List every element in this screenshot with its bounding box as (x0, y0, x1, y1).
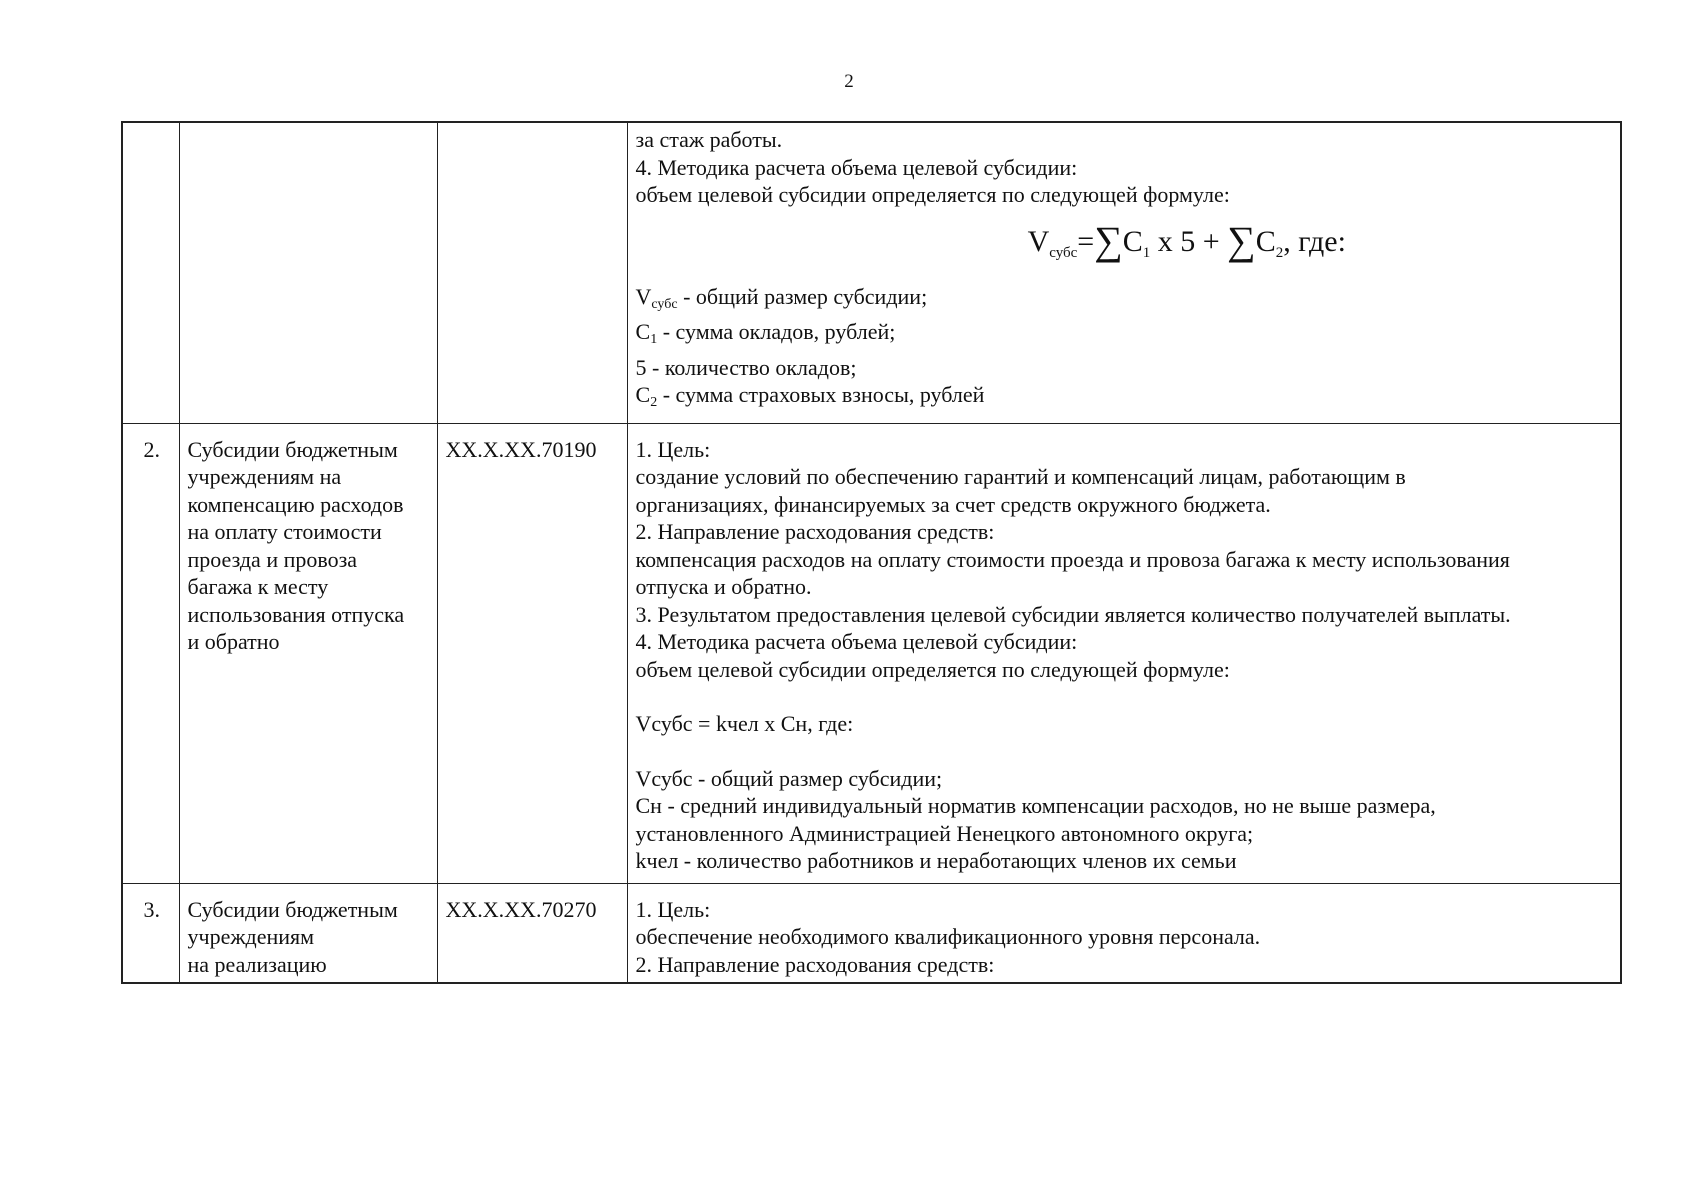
row-code-cell (437, 122, 627, 423)
description-line: 1. Цель: (635, 896, 711, 922)
row-name-line: использования отпуска (187, 601, 405, 627)
row-name-line: учреждениям на (187, 464, 342, 489)
row-number: 2. (143, 436, 160, 462)
row-name-line: багажа к месту (187, 574, 329, 599)
row-description-cell (627, 883, 1621, 983)
table-row (122, 423, 1621, 883)
description-line: 2. Направление расходования средств: (635, 951, 995, 977)
description-line: 1. Цель: (635, 436, 711, 462)
description-line: компенсация расходов на оплату стоимости проезда и провоза багажа к месту использования (635, 546, 1510, 572)
row-name-cell (179, 423, 437, 883)
subsidy-formula: Vсубс = kчел х Сн, где: (635, 711, 854, 736)
row-code: XX.X.XX.70270 (445, 896, 597, 922)
description-line: 4. Методика расчета объема целевой субсидии: (635, 629, 1078, 654)
row-name-line: учреждениям (187, 924, 315, 949)
description-line: 4. Методика расчета объема целевой субсидии: (635, 154, 1078, 180)
row-name-line: Субсидии бюджетным (187, 896, 398, 922)
row-name-line: проезда и провоза (187, 546, 358, 572)
formula-legend-line: 5 - количество окладов; (635, 354, 857, 380)
description-line: отпуска и обратно. (635, 574, 812, 599)
row-name-line: на реализацию (187, 951, 327, 977)
row-name-line: на оплату стоимости (187, 519, 382, 544)
subsidy-formula: $V_{субс}=\sum C_1$ х $5 + \sum C_2$, где: (1027, 217, 1346, 263)
description-line: обеспечение необходимого квалификационного уровня персонала. (635, 924, 1261, 949)
description-line: организациях, финансируемых за счет средств окружного бюджета. (635, 491, 1271, 517)
page-number: 2 (844, 71, 854, 92)
table-row (122, 883, 1621, 983)
description-line: за стаж работы. (635, 127, 783, 152)
description-line: создание условий по обеспечению гарантий и компенсаций лицам, работающим в (635, 464, 1406, 489)
row-name-cell (179, 122, 437, 423)
row-name-line: компенсацию расходов (187, 491, 404, 517)
row-number: 3. (143, 896, 160, 922)
formula-legend-line: $C_2$ - сумма страховых взносы, рублей (635, 382, 985, 410)
description-line: объем целевой субсидии определяется по следующей формуле: (635, 656, 1230, 682)
formula-legend-line: kчел - количество работников и неработающих членов их семьи (635, 848, 1237, 873)
row-number-cell (122, 122, 179, 423)
formula-legend-line: Сн - средний индивидуальный норматив компенсации расходов, но не выше размера, (635, 793, 1436, 818)
row-number-cell (122, 423, 179, 883)
row-name-cell (179, 883, 437, 983)
table-row-continuation (122, 122, 1621, 423)
row-description-cell (627, 122, 1621, 423)
row-code-cell (437, 883, 627, 983)
description-line: объем целевой субсидии определяется по следующей формуле: (635, 182, 1230, 207)
formula-legend-line: $V_{субс}$ - общий размер субсидии; (635, 283, 928, 312)
formula-legend-line: Vсубс - общий размер субсидии; (635, 765, 943, 791)
description-line: 2. Направление расходования средств: (635, 519, 995, 544)
subsidy-table (121, 121, 1622, 984)
row-number-cell (122, 883, 179, 983)
row-code: XX.X.XX.70190 (445, 436, 597, 462)
formula-legend-line: $C_1$ - сумма окладов, рублей; (635, 319, 896, 347)
row-description-cell (627, 423, 1621, 883)
formula-legend-line: установленного Администрацией Ненецкого автономного округа; (635, 820, 1254, 846)
row-name-line: Субсидии бюджетным (187, 436, 398, 462)
row-code-cell (437, 423, 627, 883)
row-name-line: и обратно (187, 629, 280, 654)
description-line: 3. Результатом предоставления целевой субсидии является количество получателей выплаты. (635, 601, 1511, 627)
